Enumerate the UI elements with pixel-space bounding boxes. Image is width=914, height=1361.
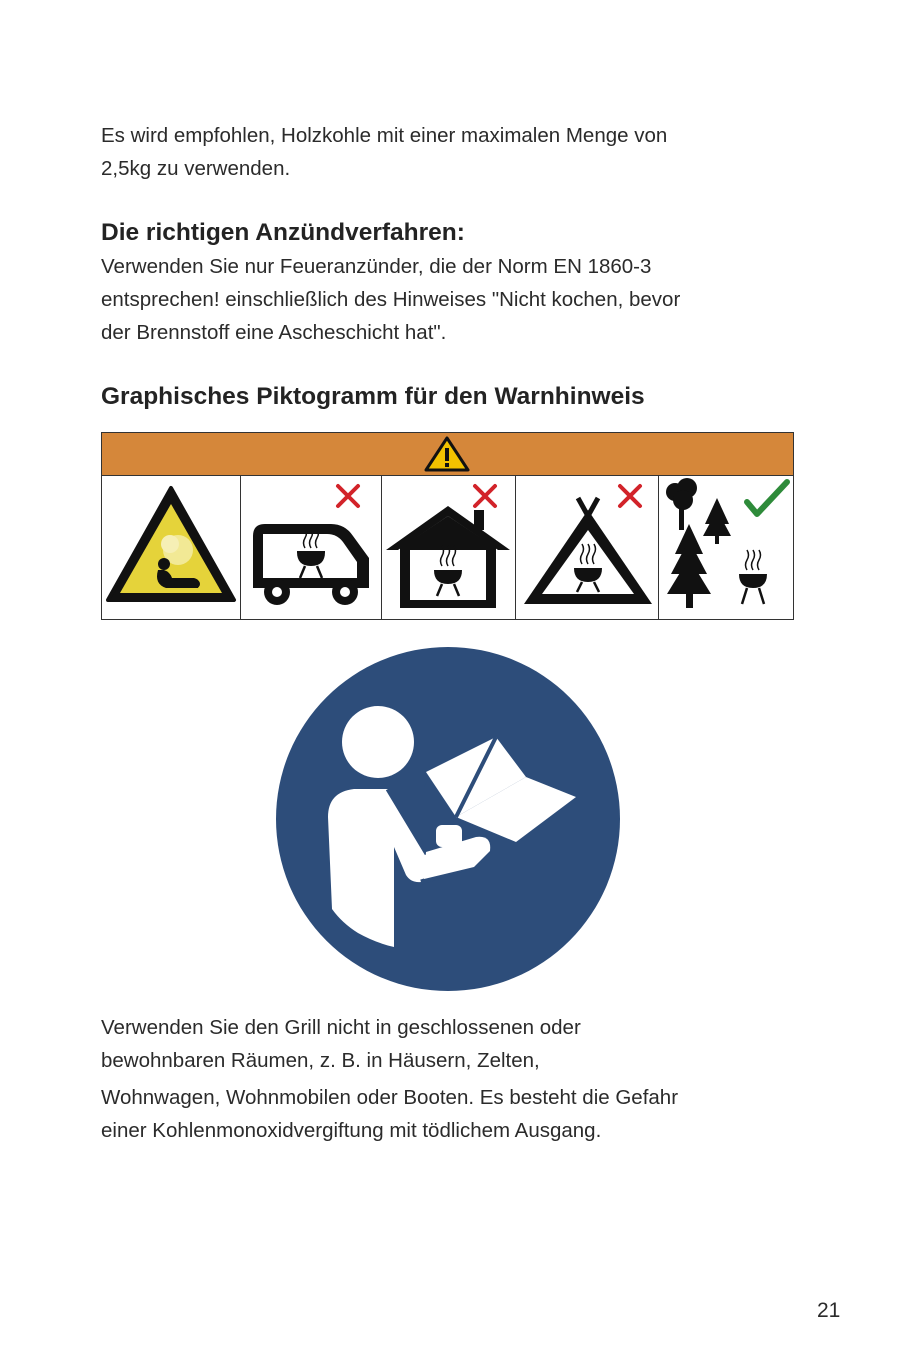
intro-line: 2,5kg zu verwenden. xyxy=(101,157,291,180)
warning-bar xyxy=(102,433,793,476)
warning-pictogram-table xyxy=(101,432,794,620)
warning-triangle-icon xyxy=(424,436,470,472)
intro-paragraph xyxy=(101,119,667,185)
pictogram-cell xyxy=(102,476,241,619)
pictogram-heading: Graphisches Piktogramm für den Warnhinweis xyxy=(101,383,645,410)
lighting-line: entsprechen! einschließlich des Hinweises "Nicht kochen, bevor xyxy=(101,288,681,311)
closing-line: einer Kohlenmonoxidvergiftung mit tödlichem Ausgang. xyxy=(101,1119,602,1142)
no-grill-in-tent-icon xyxy=(516,476,659,619)
lighting-paragraph xyxy=(101,250,680,349)
intro-line: Es wird empfohlen, Holzkohle mit einer maximalen Menge von xyxy=(101,124,668,147)
lighting-line: Verwenden Sie nur Feueranzünder, die der Norm EN 1860-3 xyxy=(101,255,652,278)
co-poisoning-warning-icon xyxy=(102,476,241,619)
page-number: 21 xyxy=(817,1299,841,1322)
pictogram-cell xyxy=(382,476,516,619)
no-grill-in-house-icon xyxy=(382,476,516,619)
read-manual-icon xyxy=(276,647,620,991)
lighting-heading: Die richtigen Anzündverfahren: xyxy=(101,219,465,246)
closing-line: Wohnwagen, Wohnmobilen oder Booten. Es besteht die Gefahr xyxy=(101,1086,679,1109)
no-grill-in-vehicle-icon xyxy=(241,476,382,619)
closing-line: Verwenden Sie den Grill nicht in geschlossenen oder xyxy=(101,1016,581,1039)
pictogram-cell xyxy=(659,476,793,619)
lighting-line: der Brennstoff eine Ascheschicht hat". xyxy=(101,321,447,344)
pictogram-cell xyxy=(516,476,659,619)
closing-line: bewohnbaren Räumen, z. B. in Häusern, Zelten, xyxy=(101,1049,540,1072)
grill-outdoors-allowed-icon xyxy=(659,476,793,619)
pictogram-cell xyxy=(241,476,382,619)
closing-paragraph xyxy=(101,1011,678,1147)
